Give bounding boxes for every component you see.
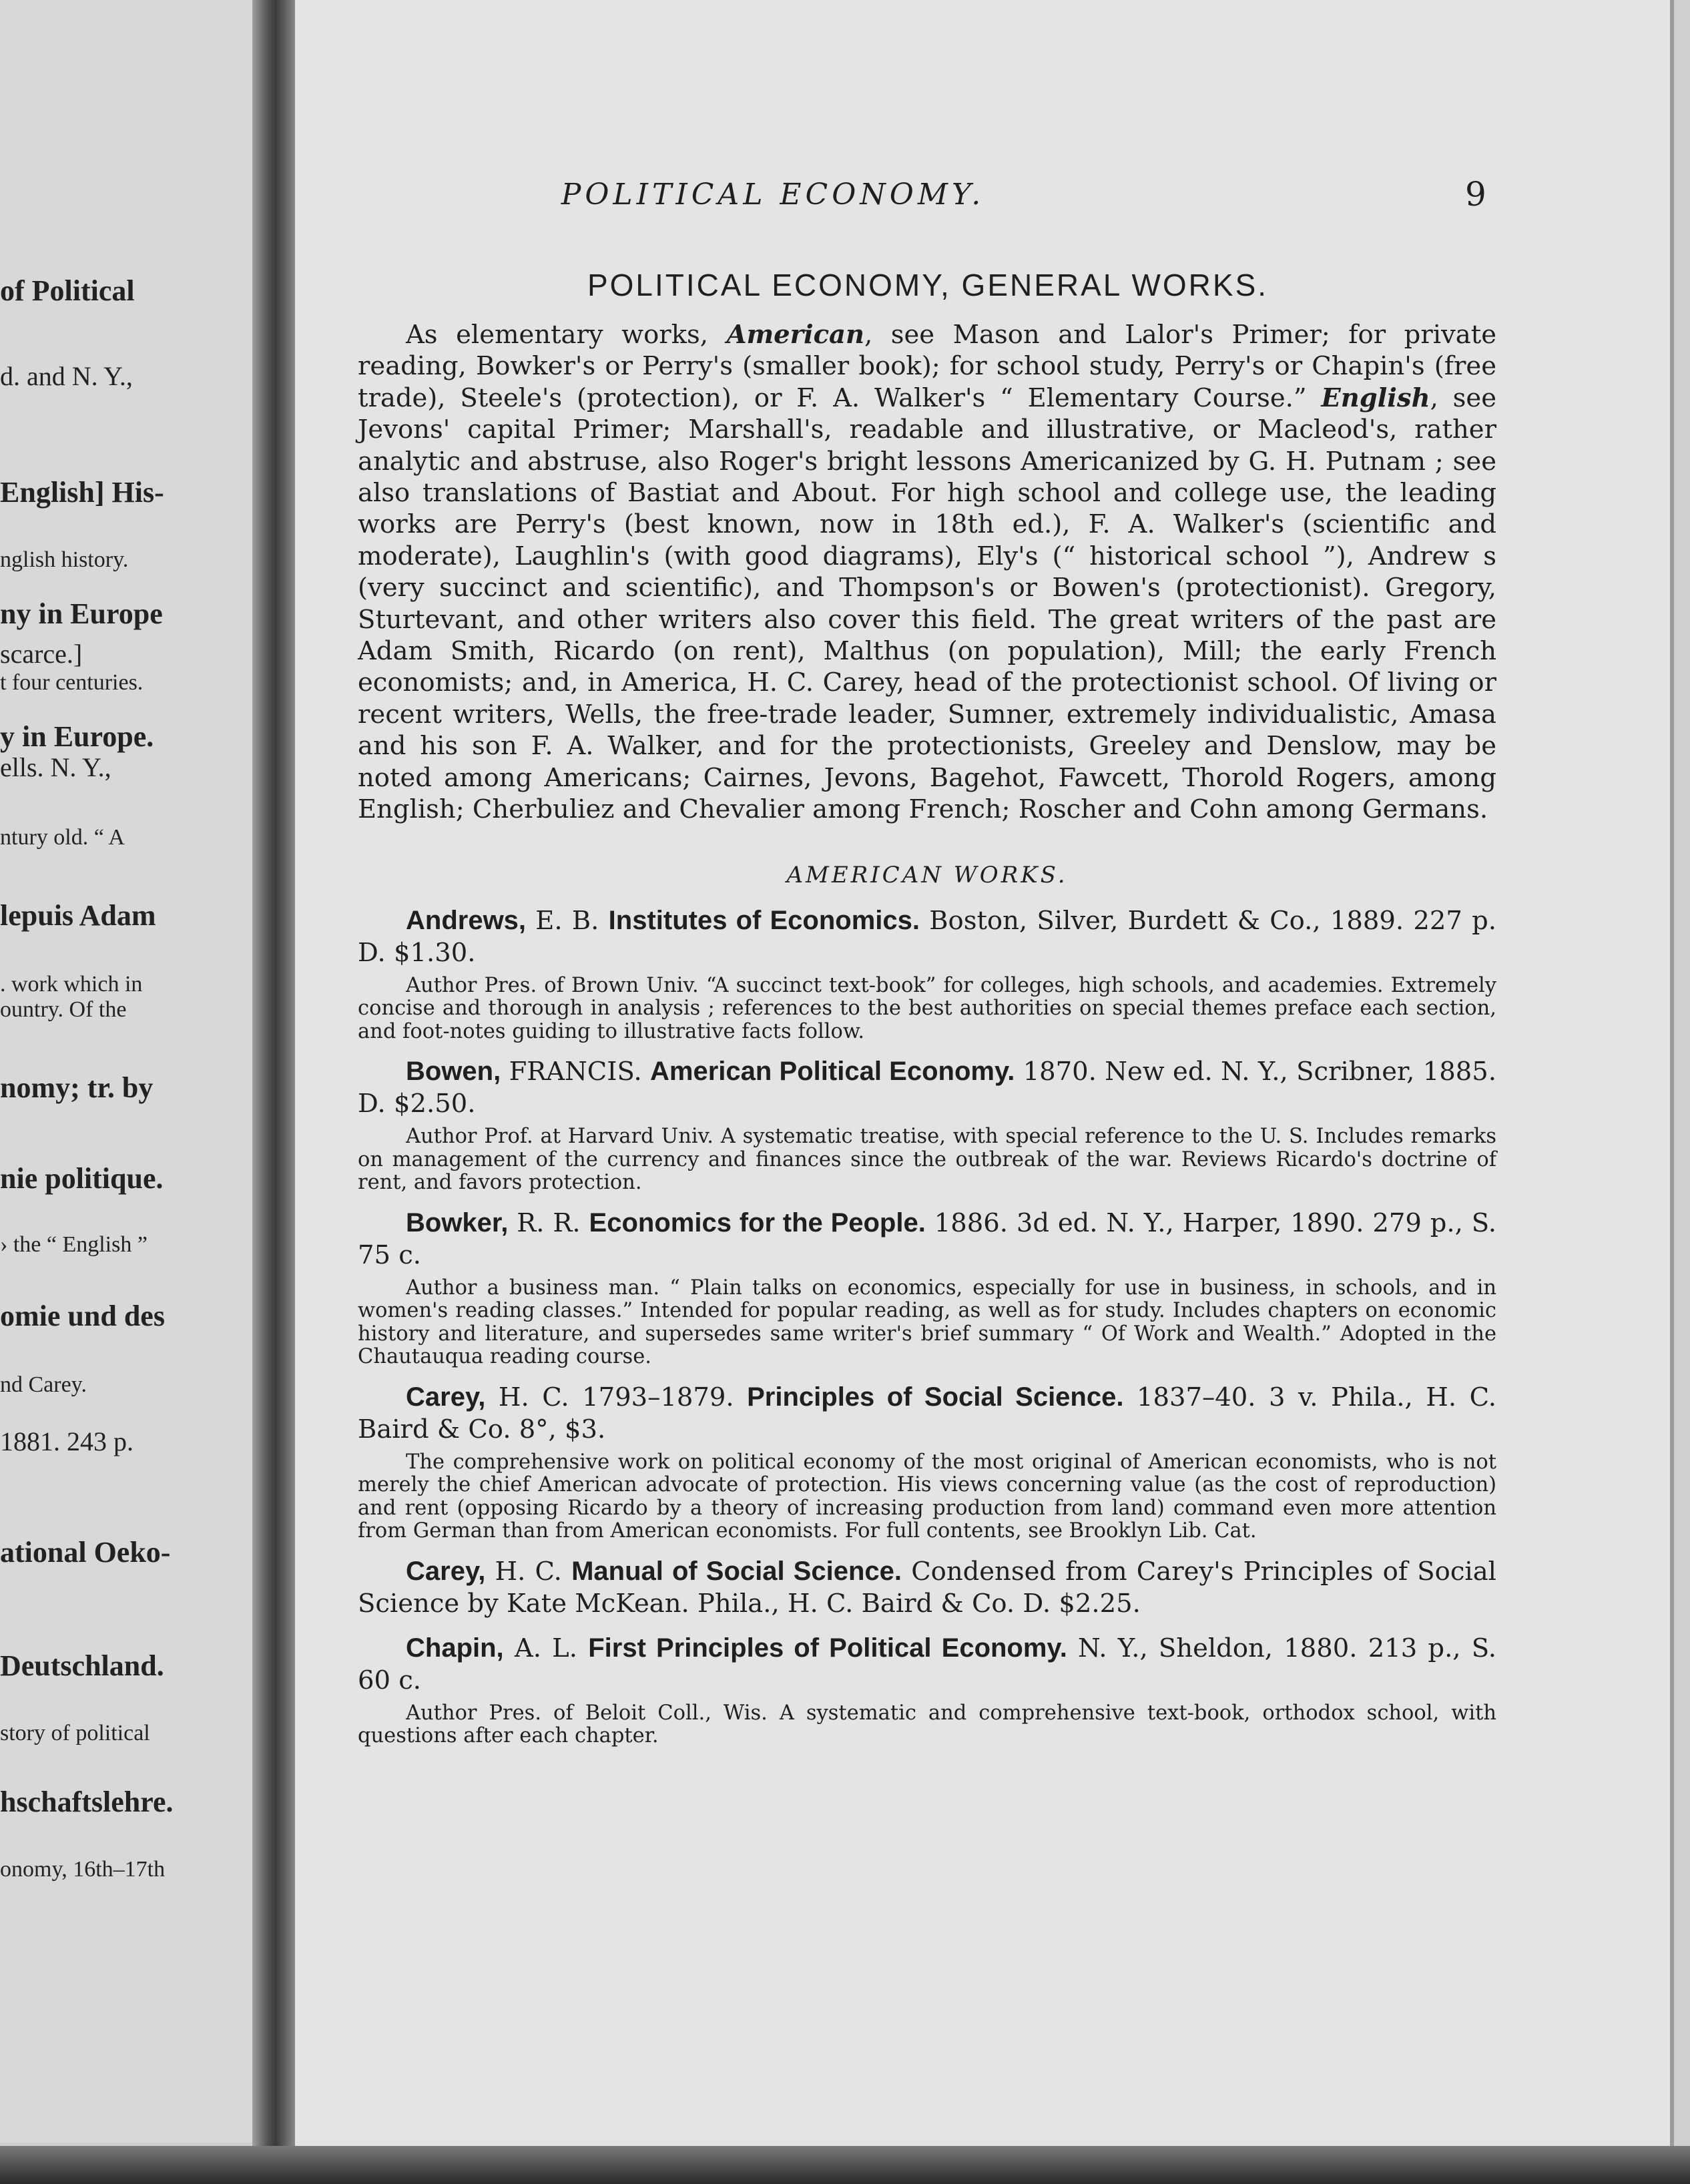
left-page-line: d. and N. Y., [0,361,133,391]
entry-details: 1886. 3d ed. N. Y., Harper, 1890. 279 p., S. 75 c. [358,1207,1497,1270]
left-page-line: nie politique. [0,1162,164,1195]
left-page-line: › the “ English ” [0,1232,148,1257]
entry-details: Condensed from Carey's Principles of Social Science by Kate McKean. Phila., H. C. Baird & Co. D. $2.25. [358,1556,1496,1619]
entry-title: Principles of Social Science. [747,1382,1124,1412]
bibliography-list [358,904,1496,1748]
entry-author-initials: H. C. [485,1556,572,1587]
entry-title: First Principles of Political Economy. [588,1633,1067,1663]
left-page-line: 1881. 243 p. [0,1426,133,1456]
intro-paragraph [358,319,1496,826]
bibliography-entry [358,1555,1496,1620]
entry-author: Andrews, [406,905,527,935]
entry-author-initials: R. R. [508,1207,589,1238]
left-page-line: lepuis Adam [0,899,156,932]
left-page-line: y in Europe. [0,720,154,753]
entry-annotation: Author Pres. of Beloit Coll., Wis. A systematic and comprehensive text-book, orthodox school, with questions after each chapter. [358,1701,1496,1747]
book-gutter [252,0,295,2184]
entry-title: Manual of Social Science. [571,1556,902,1586]
left-page-line: ny in Europe [0,597,163,630]
entry-author: Carey, [406,1556,486,1586]
entry-annotation: Author Prof. at Harvard Univ. A systematic treatise, with special reference to the U. S. Includes remarks on management of the currency and finances since the outbreak of the war. Reviews Ricardo's doctrine of rent, and favors protection. [358,1125,1496,1194]
entry-annotation: The comprehensive work on political economy of the most original of American economists, who is not merely the chief American advocate of protection. His views concerning value (as the cost of reproduction) and rent (opposing Ricardo by a theory of increasing production from land) command even more attention from German than from American economists. For full contents, see Brooklyn Lib. Cat. [358,1450,1496,1543]
entry-annotation: Author Pres. of Brown Univ. “A succinct text-book” for colleges, high schools, and academies. Extremely concise and thorough in analysis ; references to the best authorities on special themes preface each section, and foot-notes guiding to illustrative facts follow. [358,973,1496,1043]
entry-title: American Political Economy. [650,1057,1015,1086]
entry-author-initials: A. L. [503,1633,589,1663]
intro-text-3: , see Jevons' capital Primer; Marshall's, readable and illustrative, or Macleod's, rather analytic and abstruse, also Roger's bright lessons Americanized by G. H. Putnam ; see also translations of Bastiat and About. For high school and college use, the leading works are Perry's (best known, now in 18th ed.), F. A. Walker's (scientific and moderate), Laughlin's (with good diagrams), Ely's (“ historical school ”), Andrew s (very succinct and scientific), and Thompson's or Bowen's (protectionist). Gregory, Sturtevant, and other writers also cover this field. The great writers of the past are Adam Smith, Ricardo (on rent), Malthus (on population), Mill; the early French economists; and, in America, H. C. Carey, head of the protectionist school. Of living or recent writers, Wells, the free-trade leader, Sumner, extremely individualistic, Amasa and his son F. A. Walker, and for the protectionists, Greeley and Denslow, may be noted among Americans; Cairnes, Jevons, Bagehot, Fawcett, Thorold Rogers, among English; Cherbuliez and Chevalier among French; Roscher and Cohn among Germans. [358,382,1496,825]
entry-author-initials: E. B. [526,905,609,936]
intro-american: American [726,320,864,350]
entry-title: Economics for the People. [589,1207,926,1238]
entry-author-initials: H. C. 1793–1879. [485,1382,748,1412]
intro-english: English [1321,382,1430,413]
left-page-line: . work which in [0,972,143,997]
entry-citation [358,1555,1496,1620]
entry-details: 1870. New ed. N. Y., Scribner, 1885. D. $2.50. [358,1057,1496,1119]
sub-heading: AMERICAN WORKS. [786,861,1068,888]
entry-author-initials: FRANCIS. [501,1057,651,1087]
entry-title: Institutes of Economics. [608,905,920,935]
entry-author: Bowen, [406,1057,501,1086]
running-head: POLITICAL ECONOMY. [561,178,985,212]
scan-edge [0,2146,1690,2184]
entry-details: 1837–40. 3 v. Phila., H. C. Baird & Co. 8°, $3. [358,1382,1496,1444]
previous-page-fragment [0,0,252,2143]
bibliography-entry [358,1632,1496,1748]
left-page-line: ational Oeko- [0,1536,171,1569]
entry-citation [358,1055,1496,1120]
left-page-line: ells. N. Y., [0,752,111,782]
entry-details: N. Y., Sheldon, 1880. 213 p., S. 60 c. [358,1633,1497,1695]
left-page-line: ntury old. “ A [0,825,125,850]
entry-author: Chapin, [406,1633,504,1663]
left-page-line: scarce.] [0,639,83,669]
entry-details: Boston, Silver, Burdett & Co., 1889. 227 p. D. $1.30. [358,905,1496,968]
page-content [358,319,1496,1760]
left-page-line: nomy; tr. by [0,1071,154,1104]
bibliography-entry [358,1055,1496,1195]
entry-citation [358,904,1496,969]
page-number: 9 [1465,175,1486,214]
entry-author: Carey, [406,1382,486,1412]
left-page-line: t four centuries. [0,670,144,695]
entry-citation [358,1632,1496,1697]
left-page-line: Deutschland. [0,1649,164,1682]
entry-citation [358,1207,1496,1272]
section-heading: POLITICAL ECONOMY, GENERAL WORKS. [587,268,1269,302]
entry-annotation: Author a business man. “ Plain talks on economics, especially for use in business, in schools, and in women's reading classes.” Intended for popular reading, as well as for study. Includes chapters on economic history and literature, and supersedes same writer's brief summary “ Of Work and Wealth.” Adopted in the Chautauqua reading course. [358,1276,1496,1368]
left-page-line: nd Carey. [0,1372,87,1397]
left-page-line: onomy, 16th–17th [0,1857,166,1882]
left-page-line: ountry. Of the [0,997,127,1022]
bibliography-entry [358,1207,1496,1369]
left-page-line: of Political [0,274,135,307]
entry-citation [358,1381,1496,1446]
intro-text-1: As elementary works, [406,320,727,350]
intro-text-2: , see Mason and Lalor's Primer; for private reading, Bowker's or Perry's (smaller book); for school study, Perry's or Chapin's (free trade), Steele's (protection), or F. A. Walker's “ Elementary Course.” [358,320,1496,413]
left-page-line: story of political [0,1721,150,1745]
left-page-line: hschaftslehre. [0,1786,174,1818]
bibliography-entry [358,1381,1496,1543]
left-page-line: nglish history. [0,547,129,572]
entry-author: Bowker, [406,1207,509,1238]
left-page-line: English] His- [0,476,164,509]
bibliography-entry [358,904,1496,1044]
left-page-line: omie und des [0,1300,165,1332]
